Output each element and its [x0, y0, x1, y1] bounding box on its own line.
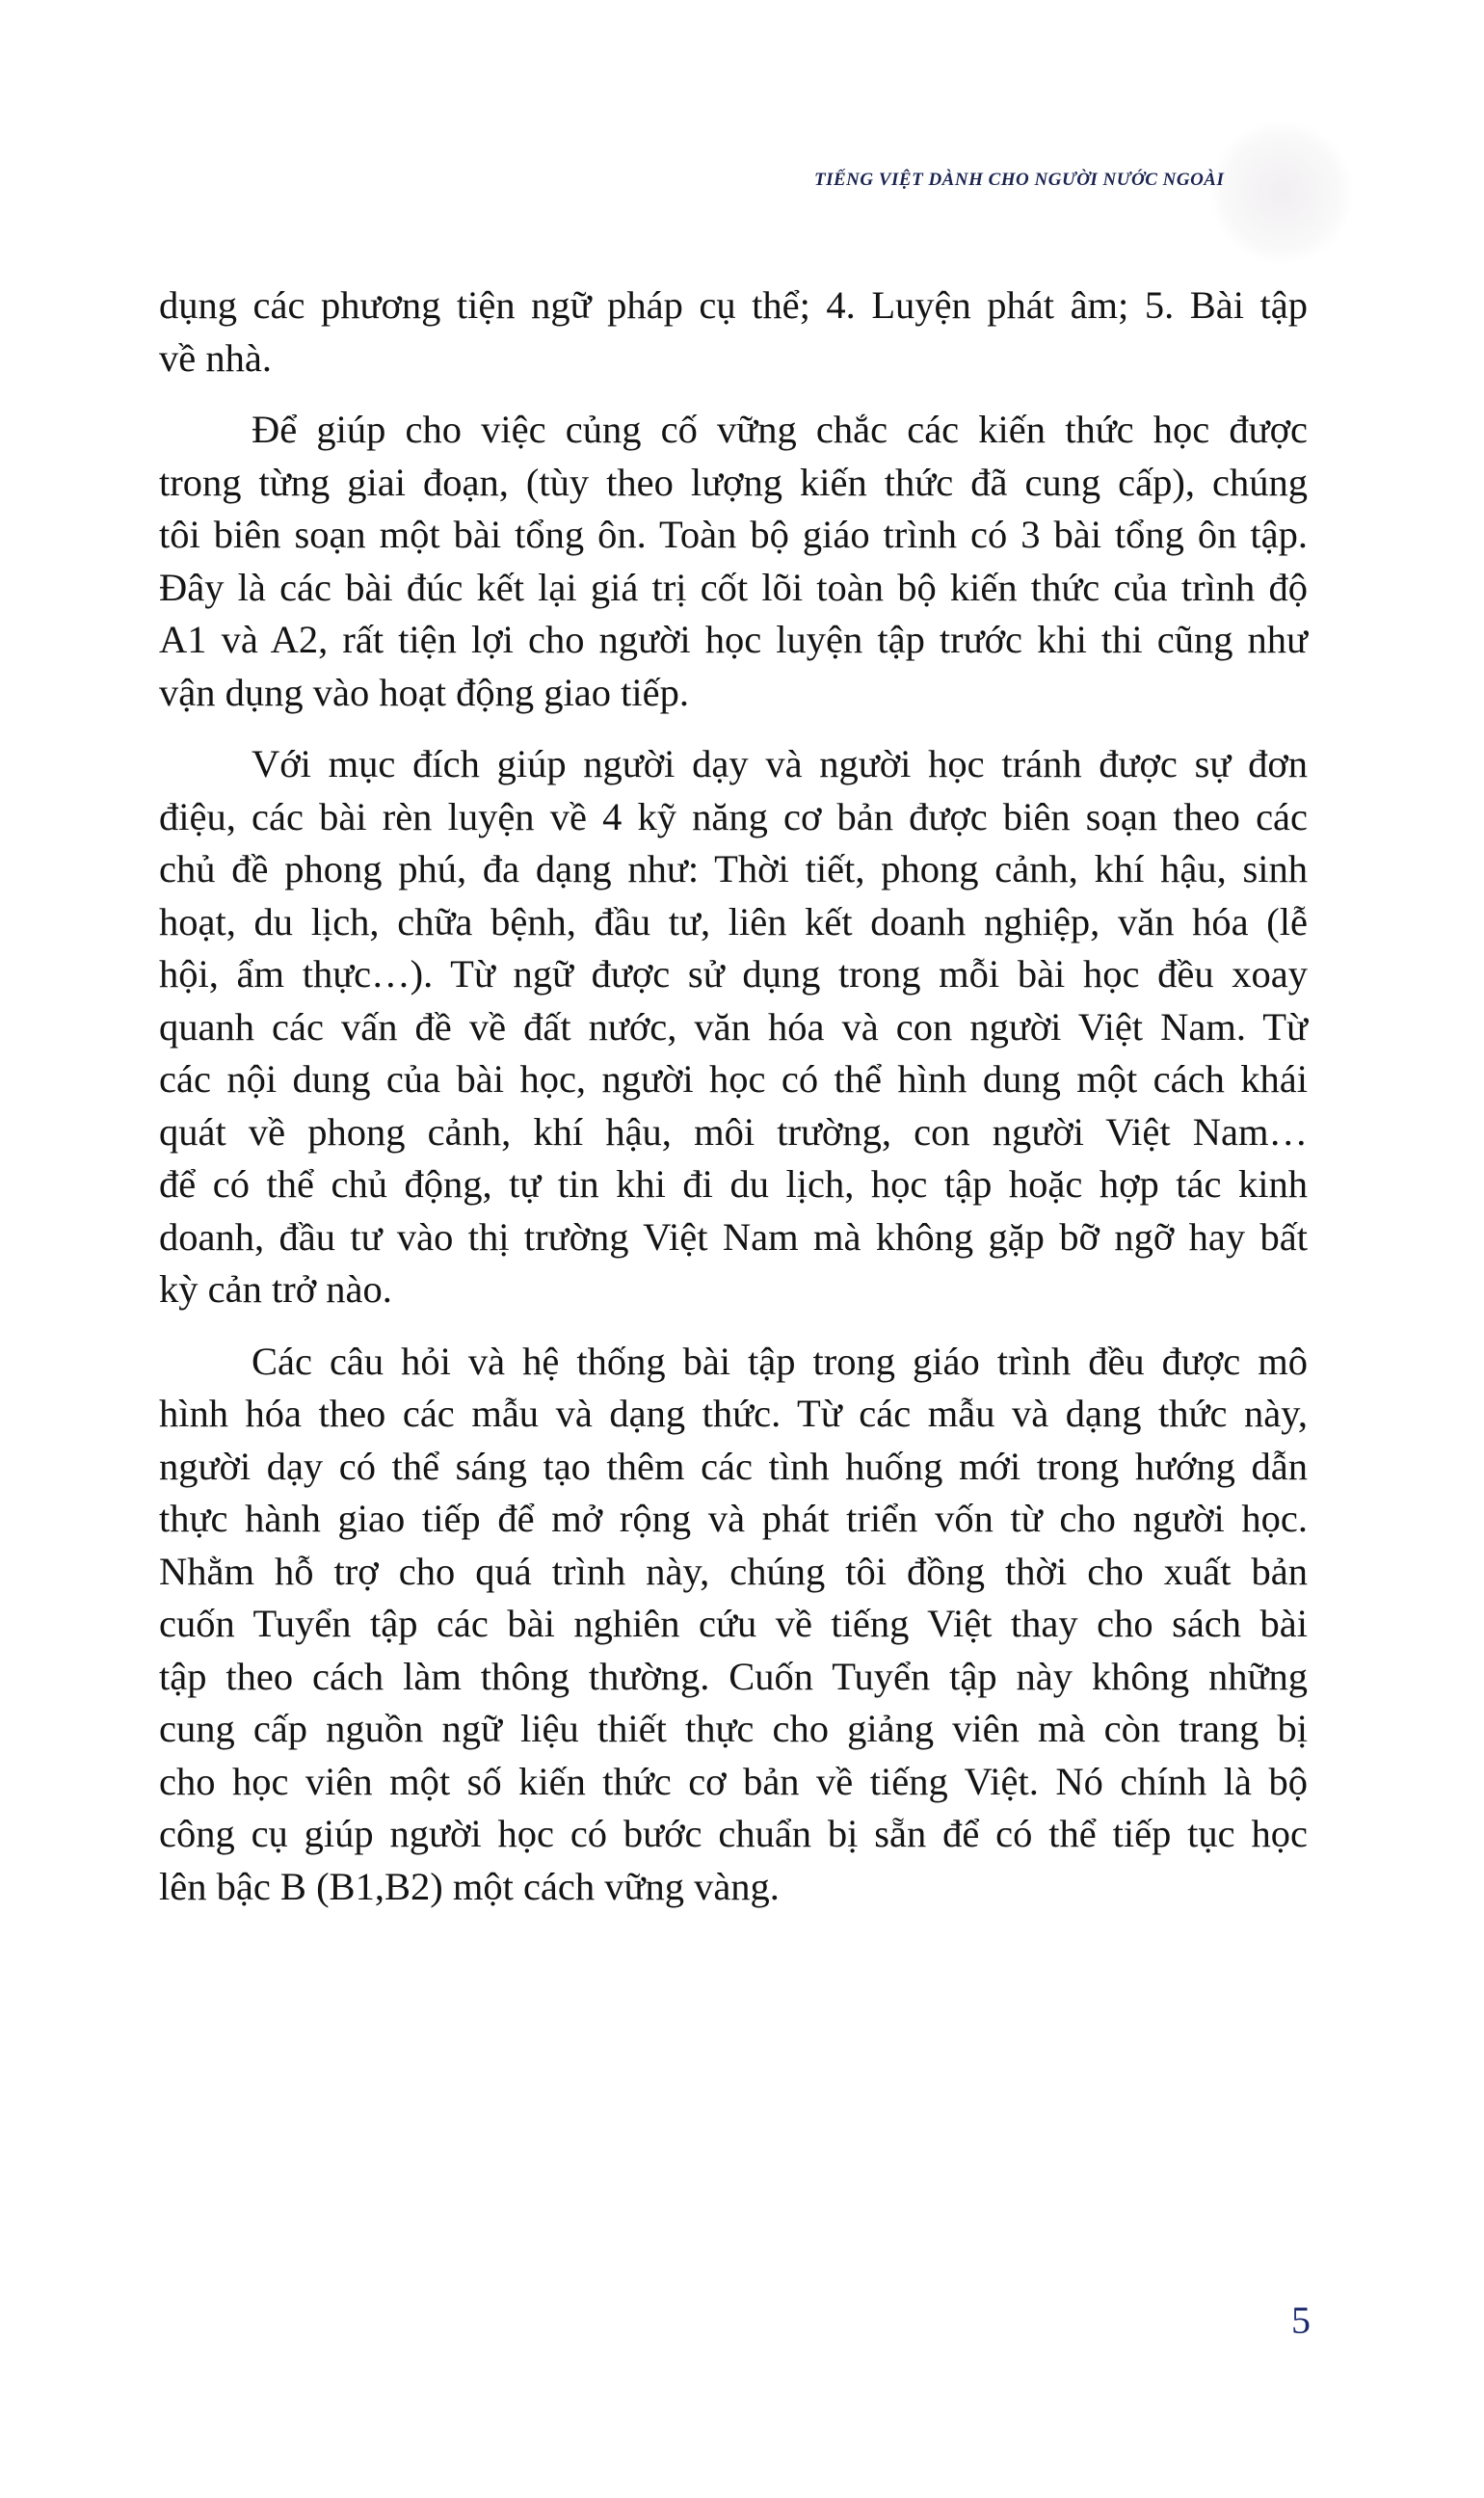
text-line: Các câu hỏi và hệ thống bài tập trong giáo trình đều được mô: [252, 1339, 1308, 1383]
text-line: Với mục đích giúp người dạy và người học tránh được sự đơn: [252, 742, 1308, 785]
paragraph: [159, 279, 1308, 385]
text-line: hình hóa theo các mẫu và dạng thức. Từ các mẫu và dạng thức này,: [159, 1392, 1308, 1435]
paragraph: [159, 738, 1308, 1316]
text-line: hội, ẩm thực…). Từ ngữ được sử dụng trong mỗi bài học đều xoay: [159, 952, 1308, 996]
text-line: về nhà.: [159, 335, 272, 380]
text-line: quát về phong cảnh, khí hậu, môi trường, con người Việt Nam…: [159, 1109, 1308, 1154]
text-line: chủ đề phong phú, đa dạng như: Thời tiết, phong cảnh, khí hậu, sinh: [159, 847, 1308, 890]
text-line: trong từng giai đoạn, (tùy theo lượng kiến thức đã cung cấp), chúng: [159, 460, 1308, 504]
body-text: [159, 279, 1308, 1913]
text-line: Để giúp cho việc củng cố vững chắc các kiến thức học được: [252, 408, 1308, 451]
text-line: Nhằm hỗ trợ cho quá trình này, chúng tôi đồng thời cho xuất bản: [159, 1549, 1308, 1593]
text-line: cung cấp nguồn ngữ liệu thiết thực cho giảng viên mà còn trang bị: [159, 1707, 1308, 1750]
text-line: vận dụng vào hoạt động giao tiếp.: [159, 670, 690, 714]
text-line: hoạt, du lịch, chữa bệnh, đầu tư, liên kết doanh nghiệp, văn hóa (lễ: [159, 899, 1308, 943]
text-line: tôi biên soạn một bài tổng ôn. Toàn bộ giáo trình có 3 bài tổng ôn tập.: [159, 513, 1308, 556]
text-line: người dạy có thể sáng tạo thêm các tình huống mới trong hướng dẫn: [159, 1444, 1308, 1488]
paragraph: [159, 1336, 1308, 1914]
text-line: kỳ cản trở nào.: [159, 1267, 392, 1311]
text-line: A1 và A2, rất tiện lợi cho người học luyện tập trước khi thi cũng như: [159, 618, 1308, 661]
text-line: các nội dung của bài học, người học có thể hình dung một cách khái: [159, 1057, 1308, 1101]
paragraph: [159, 404, 1308, 719]
text-line: tập theo cách làm thông thường. Cuốn Tuyển tập này không những: [159, 1654, 1308, 1698]
text-line: thực hành giao tiếp để mở rộng và phát triển vốn từ cho người học.: [159, 1497, 1308, 1540]
running-header: TIẾNG VIỆT DÀNH CHO NGƯỜI NƯỚC NGOÀI: [814, 170, 1225, 190]
text-line: cho học viên một số kiến thức cơ bản về tiếng Việt. Nó chính là bộ: [159, 1759, 1308, 1803]
text-line: Đây là các bài đúc kết lại giá trị cốt lõi toàn bộ kiến thức của trình độ: [159, 565, 1308, 609]
text-line: quanh các vấn đề về đất nước, văn hóa và con người Việt Nam. Từ: [159, 1004, 1308, 1049]
text-line: dụng các phương tiện ngữ pháp cụ thể; 4. Luyện phát âm; 5. Bài tập: [159, 283, 1308, 327]
page-number: 5: [1291, 2299, 1311, 2342]
text-line: cuốn Tuyển tập các bài nghiên cứu về tiếng Việt thay cho sách bài: [159, 1602, 1308, 1645]
text-line: điệu, các bài rèn luyện về 4 kỹ năng cơ bản được biên soạn theo các: [159, 794, 1308, 838]
text-line: lên bậc B (B1,B2) một cách vững vàng.: [159, 1864, 780, 1908]
text-line: công cụ giúp người học có bước chuẩn bị sẵn để có thể tiếp tục học: [159, 1812, 1308, 1855]
text-line: để có thể chủ động, tự tin khi đi du lịch, học tập hoặc hợp tác kinh: [159, 1162, 1308, 1206]
text-line: doanh, đầu tư vào thị trường Việt Nam mà không gặp bỡ ngỡ hay bất: [159, 1214, 1308, 1259]
